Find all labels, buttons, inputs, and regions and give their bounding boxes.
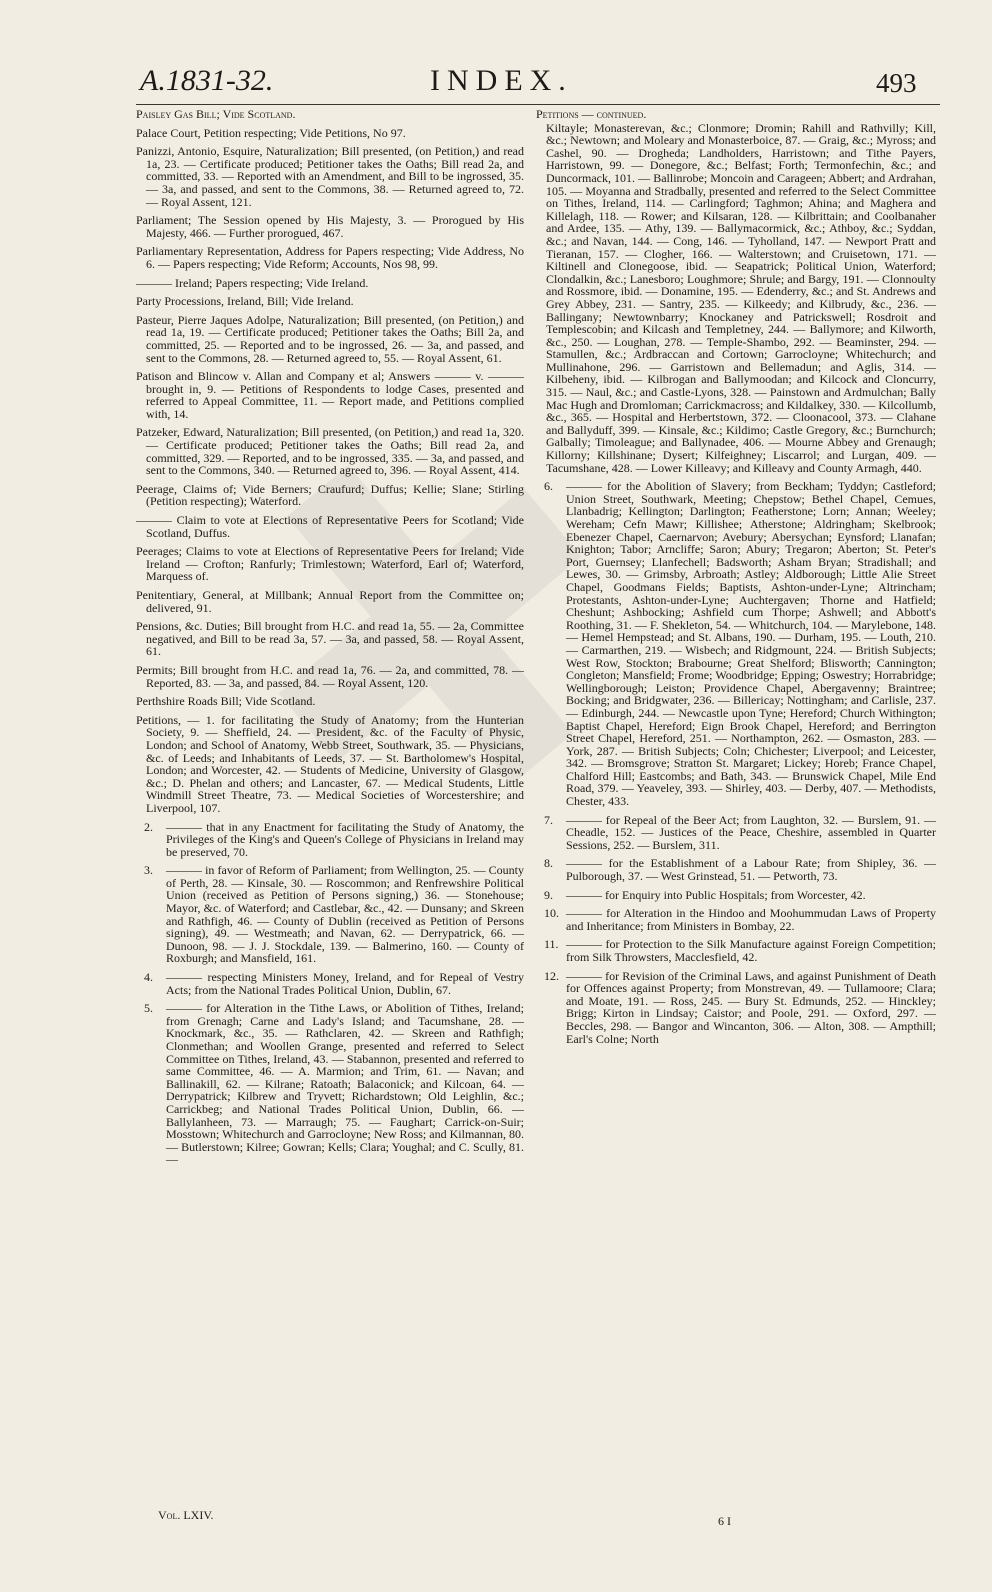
numbered-subentry bbox=[136, 971, 524, 996]
subentry-text: ——— for Repeal of the Beer Act; from Laughton, 32. — Burslem, 91. — Cheadle, 152. — Justices of the Peace, Cheshire, assembled in Quarter Sessions, 252. — Burslem, 311. bbox=[566, 812, 936, 852]
right-column bbox=[536, 108, 936, 1051]
continued-heading: Petitions — continued. bbox=[536, 107, 647, 121]
index-entry: ——— Ireland; Papers respecting; Vide Ireland. bbox=[136, 275, 369, 290]
index-entry: Penitentiary, General, at Millbank; Annual Report from the Committee on; delivered, 91. bbox=[136, 588, 524, 615]
header-rule bbox=[136, 104, 940, 105]
subentry-number: 10. bbox=[544, 906, 559, 921]
header-title: INDEX. bbox=[430, 64, 573, 97]
index-entry: Palace Court, Petition respecting; Vide Petitions, No 97. bbox=[136, 125, 406, 140]
page-header bbox=[0, 62, 992, 102]
numbered-subentry bbox=[536, 480, 936, 807]
subentry-text: ——— for the Abolition of Slavery; from Beckham; Tyddyn; Castleford; Union Street, Southwark, Meeting; Chepstow; Bethel Chapel, Cemues, Llanbadrig; Kellington; Darlington; Featherstone; Lorn; Annan; Weeley; Wereham; Cefn Mawr; Killishee; Atherstone; Aldringham; Skelbrook; Ebenezer Chapel, Caernarvon; Avebury; Abersychan; Eynsford; Llanafan; Knighton; Tabor; Arncliffe; Saron; Abury; Tregaron; Aberton; St. Peter's Port, Guernsey; Llanfechell; Badsworth; Asham Bryan; Stradishall; and Lewes, 30. — Grimsby, Arbroath; Astley; Aldborough; Little Alie Street Chapel, Goodmans Fields; Baptists, Ashton-under-Lyne; Altrincham; Protestants, Ashton-under-Lyne; Auchtergaven; Thorne and Hatfield; Cheshunt; Ashbocking; Ashfield cum Thorpe; Ashwell; and Abbott's Roothing, 31. — F. Shekleton, 54. — Whitchurch, 104. — Marylebone, 148. — Hemel Hempstead; and St. Albans, 190. — Durham, 195. — Louth, 210. — Carmarthen, 219. — Wisbech; and Ridgmount, 224. — British Subjects; West Row, Stockton; Brabourne; Great Shelford; Blisworth; Cannington; Congleton; Mansfield; Frome; Woodbridge; Epping; Oswestry; Horrabridge; Wellingborough; Leiston; Providence Chapel, Abergavenny; Braintree; Bocking; and Bridgwater, 236. — Billericay; Nottingham; and Carlisle, 237. — Edinburgh, 244. — Newcastle upon Tyne; Hereford; Church Withington; Baptist Chapel, Hereford; Eign Brook Chapel, Hereford; and Berrington Street Chapel, Hereford, 251. — Northampton, 262. — Osmaston, 283. — York, 287. — British Subjects; Coln; Chichester; Liverpool; and Leicester, 342. — Bromsgrove; Stratton St. Margaret; Lickey; Horeb; France Chapel, Chalford Hill; Eastcombs; and Bath, 343. — Brunswick Chapel, Mile End Road, 379. — Yeaveley, 393. — Shirley, 403. — Derby, 407. — Methodists, Chester, 433. bbox=[566, 479, 936, 809]
subentry-number: 6. bbox=[544, 479, 553, 494]
subentry-number: 4. bbox=[144, 970, 153, 985]
continued-entry: Kiltayle; Monasterevan, &c.; Clonmore; Dromin; Rahill and Rathvilly; Kill, &c.; Newtown; and Moleary and Monasterboice, 87. — Graig, &c.; Myross; and Cashel, 90. — Drogheda; Landholders, Harristown; and Tithe Payers, Harristown, 99. — Donegore, &c.; Belfast; Forth; Termonfechin, &c.; and Duncormack, 101. — Ballinrobe; Moncoin and Carageen; Abbert; and Ardrahan, 105. — Moyanna and Stradbally, presented and referred to the Select Committee on Tithes, Ireland, 114. — Carlingford; Taghmon; Ahina; and Maghera and Killelagh, 118. — Rower; and Kilsaran, 128. — Kilbrittain; and Coolbanaher and Ardee, 135. — Athy, 139. — Ballymacormick, &c.; Athboy, &c.; Syddan, &c.; and Navan, 144. — Cong, 146. — Tyholland, 147. — Newport Pratt and Tieranan, 157. — Clogher, 166. — Walterstown; and Cruisetown, 171. — Kiltinell and Clonegoose, ibid. — Seapatrick; Political Union, Waterford; Clondalkin, &c.; Lanesboro; Loughmore; Shrule; and Bargy, 191. — Clonnoulty and Rossmore, ibid. — Donamine, 195. — Edenderry, &c.; and St. Andrews and Grey Abbey, 231. — Santry, 235. — Kilkeedy; and Kilbrudy, &c., 236. — Ballingany; Newtownbarry; Knockaney and Patrickswell; Rosdroit and Templescobin; and Kilcash and Templetney, 244. — Ballymore; and Kilworth, &c., 250. — Loughan, 278. — Temple-Shambo, 292. — Beaminster, 294. — Stamullen, &c.; Ardbraccan and Cortown; Garrocloyne; Whitechurch; and Mullinahone, 296. — Garristown and Bellemadun; and Aglis, 314. — Kilbeheny, ibid. — Kilbrogan and Ballymoodan; and Kilcock and Cloncurry, 315. — Naul, &c.; and Castle-Lyons, 328. — Painstown and Ardmulchan; Bally Mac Hugh and Dromloman; Carrickmacross; and Kildalkey, 330. — Kilcollumb, &c., 365. — Hospital and Herbertstown, 372. — Cloonacool, 373. — Clahane and Ballyduff, 399. — Kinsale, &c.; Kildimo; Castle Gregory, &c.; Burnchurch; Galbally; Timoleague; and Ballynadee, 406. — Mourne Abbey and Grenaugh; Killorny; Killshinane; Dysert; Kilfeighney; Liscarrol; and Lurgan, 409. — Tacumshane, 428. — Lower Killeavy; and Killeavy and County Armagh, 440. bbox=[546, 120, 936, 475]
numbered-subentry bbox=[136, 864, 524, 965]
numbered-subentry bbox=[536, 857, 936, 882]
left-column bbox=[136, 108, 524, 1172]
subentry-number: 11. bbox=[544, 937, 559, 952]
subentry-number: 8. bbox=[544, 856, 553, 871]
numbered-subentry bbox=[136, 821, 524, 859]
subentry-number: 5. bbox=[144, 1001, 153, 1016]
numbered-subentry bbox=[536, 889, 936, 902]
subentry-text: ——— respecting Ministers Money, Ireland, and for Repeal of Vestry Acts; from the National Trades Political Union, Dublin, 67. bbox=[166, 970, 524, 997]
numbered-subentry bbox=[136, 1002, 524, 1166]
index-entry: Peerage, Claims of; Vide Berners; Craufurd; Duffus; Kellie; Slane; Stirling (Petition respecting); Waterford. bbox=[136, 481, 524, 509]
signature-mark: 6 I bbox=[718, 1514, 731, 1528]
volume-footer: Vol. LXIV. bbox=[158, 1508, 214, 1522]
index-entry: Permits; Bill brought from H.C. and read 1a, 76. — 2a, and committed, 78. — Reported, 83. — 3a, and passed, 84. — Royal Assent, 120. bbox=[136, 662, 524, 690]
numbered-subentry bbox=[536, 907, 936, 932]
numbered-subentry bbox=[536, 938, 936, 963]
index-entry: Pensions, &c. Duties; Bill brought from H.C. and read 1a, 55. — 2a, Committee negatived, and Bill to be read 3a, 57. — 3a, and passed, 58. — Royal Assent, 61. bbox=[136, 619, 524, 659]
numbered-subentry bbox=[536, 970, 936, 1046]
subentry-number: 3. bbox=[144, 863, 153, 878]
index-entry: Patzeker, Edward, Naturalization; Bill presented, (on Petition,) and read 1a, 320. — Certificate produced; Petitioner takes the Oaths; Bill read 2a, and committed, 329. — Reported, and to be ingrossed, 335. — 3a, and passed, and sent to the Commons, 340. — Returned agreed to, 396. — Royal Assent, 414. bbox=[136, 425, 524, 478]
subentry-text: ——— for Alteration in the Hindoo and Moohummudan Laws of Property and Inheritance; from Ministers in Bombay, 22. bbox=[566, 906, 936, 933]
subentry-text: ——— for Revision of the Criminal Laws, and against Punishment of Death for Offences against Property; from Monstrevan, 49. — Tullamoore; Clara; and Moate, 191. — Ross, 245. — Bury St. Edmunds, 252. — Hinckley; Brigg; Kirton in Lindsay; Caistor; and Poole, 291. — Oxford, 297. — Beccles, 298. — Bangor and Wincanton, 306. — Alton, 308. — Ampthill; Earl's Colne; North bbox=[566, 968, 936, 1046]
index-entry: Perthshire Roads Bill; Vide Scotland. bbox=[136, 694, 316, 709]
index-entry: Parliamentary Representation, Address for Papers respecting; Vide Address, No 6. — Papers respecting; Vide Reform; Accounts, Nos 98, 99. bbox=[136, 244, 524, 271]
subentry-number: 7. bbox=[544, 812, 553, 827]
index-entry: Petitions, — 1. for facilitating the Study of Anatomy; from the Hunterian Society, 9. — Sheffield, 24. — President, &c. of the Faculty of Physic, London; and School of Anatomy, Webb Street, Southwark, 35. — Physicians, &c. of Leeds; and Inhabitants of Leeds, 37. — St. Bartholomew's Hospital, London; and Worcester, 42. — Students of Medicine, University of Glasgow, &c.; D. Phelan and others; and Lancaster, 67. — Medical Students, Little Windmill Street Theatre, 73. — Medical Societies of Worcestershire; and Liverpool, 107. bbox=[136, 712, 524, 815]
header-year: A.1831-32. bbox=[140, 64, 274, 97]
subentry-text: ——— for Protection to the Silk Manufacture against Foreign Competition; from Silk Throwsters, Macclesfield, 42. bbox=[566, 937, 936, 964]
subentry-number: 12. bbox=[544, 968, 559, 983]
index-entry: Patison and Blincow v. Allan and Company et al; Answers ——— v. ——— brought in, 9. — Petitions of Respondents to lodge Cases, presented and referred to Appeal Committee, 11. — Report made, and Petitions complied with, 14. bbox=[136, 369, 524, 421]
index-entry: Panizzi, Antonio, Esquire, Naturalization; Bill presented, (on Petition,) and read 1a, 23. — Certificate produced; Petitioner takes the Oaths; Bill read 2a, and committed, 33. — Reported with an Amendment, and Bill to be ingrossed, 35. — 3a, and passed, and sent to the Commons, 38. — Returned agreed to, 72. — Royal Assent, 121. bbox=[136, 144, 524, 209]
index-entry: Peerages; Claims to vote at Elections of Representative Peers for Ireland; Vide Ireland — Crofton; Ranfurly; Trimlestown; Waterford, Earl of; Waterford, Marquess of. bbox=[136, 544, 524, 584]
subentry-text: ——— for Alteration in the Tithe Laws, or Abolition of Tithes, Ireland; from Grenagh; Carne and Lady's Island; and Tacumshane, 28. — Knockmark, &c., 35. — Rathclaren, 42. — Skreen and Rathfigh; Clonmethan; and Woollen Grange, presented and referred to Select Committee on Tithes, Ireland, 43. — Stabannon, presented and referred to same Committee, 46. — A. Marmion; and Trim, 61. — Navan; and Ballinakill, 62. — Kilrane; Ratoath; Balaconick; and Kilcoan, 64. — Derrypatrick; Kilbrew and Tryvett; Richardstown; Old Leighlin, &c.; Carrickbeg; and National Trades Political Union, Dublin, 66. — Ballylanheen, 73. — Marraugh; 75. — Faughart; Carrick-on-Suir; Mosstown; Whitechurch and Garrocloyne; New Ross; and Kilmannan, 80. — Butlerstown; Kilree; Gowran; Kells; Clara; Youghal; and C. Scully, 81. — bbox=[166, 1001, 524, 1167]
subentry-number: 9. bbox=[544, 887, 553, 902]
index-entry: Parliament; The Session opened by His Majesty, 3. — Prorogued by His Majesty, 466. — Further prorogued, 467. bbox=[136, 213, 524, 240]
index-entry: Paisley Gas Bill; Vide Scotland. bbox=[136, 107, 296, 121]
subentry-text: ——— that in any Enactment for facilitating the Study of Anatomy, the Privileges of the King's and Queen's College of Physicians in Ireland may be preserved, 70. bbox=[166, 819, 524, 859]
subentry-number: 2. bbox=[144, 819, 153, 834]
subentry-text: ——— in favor of Reform of Parliament; from Wellington, 25. — County of Perth, 28. — Kinsale, 30. — Roscommon; and Renfrewshire Political Union (received as Petition of Persons signing,) 36. — Stonehouse; Mayor, &c. of Waterford; and Castlebar, &c., 42. — Dunsany; and Skreen and Rathfigh, 46. — County of Dublin (received as Petition of Persons signing), 49. — Westmeath; and Navan, 62. — Derrypatrick, 66. — Dunoon, 98. — J. J. Stockdale, 139. — Balmerino, 160. — County of Roxburgh; and Mansfield, 161. bbox=[166, 863, 524, 966]
index-entry: Party Processions, Ireland, Bill; Vide Ireland. bbox=[136, 294, 354, 309]
index-entry: Pasteur, Pierre Jaques Adolpe, Naturalization; Bill presented, (on Petition,) and read 1a, 19. — Certificate produced; Petitioner takes the Oaths; Bill 2a, and committed, 25. — Reported and to be ingrossed, 26. — 3a, and passed, and sent to the Commons, 28. — Returned agreed to, 55. — Royal Assent, 61. bbox=[136, 312, 524, 365]
numbered-subentry bbox=[536, 814, 936, 852]
subentry-text: ——— for the Establishment of a Labour Rate; from Shipley, 36. — Pulborough, 37. — West Grinstead, 51. — Petworth, 73. bbox=[566, 856, 936, 884]
header-page-number: 493 bbox=[876, 68, 917, 98]
subentry-text: ——— for Enquiry into Public Hospitals; from Worcester, 42. bbox=[566, 887, 866, 902]
index-entry: ——— Claim to vote at Elections of Representative Peers for Scotland; Vide Scotland, Duffus. bbox=[136, 513, 524, 540]
